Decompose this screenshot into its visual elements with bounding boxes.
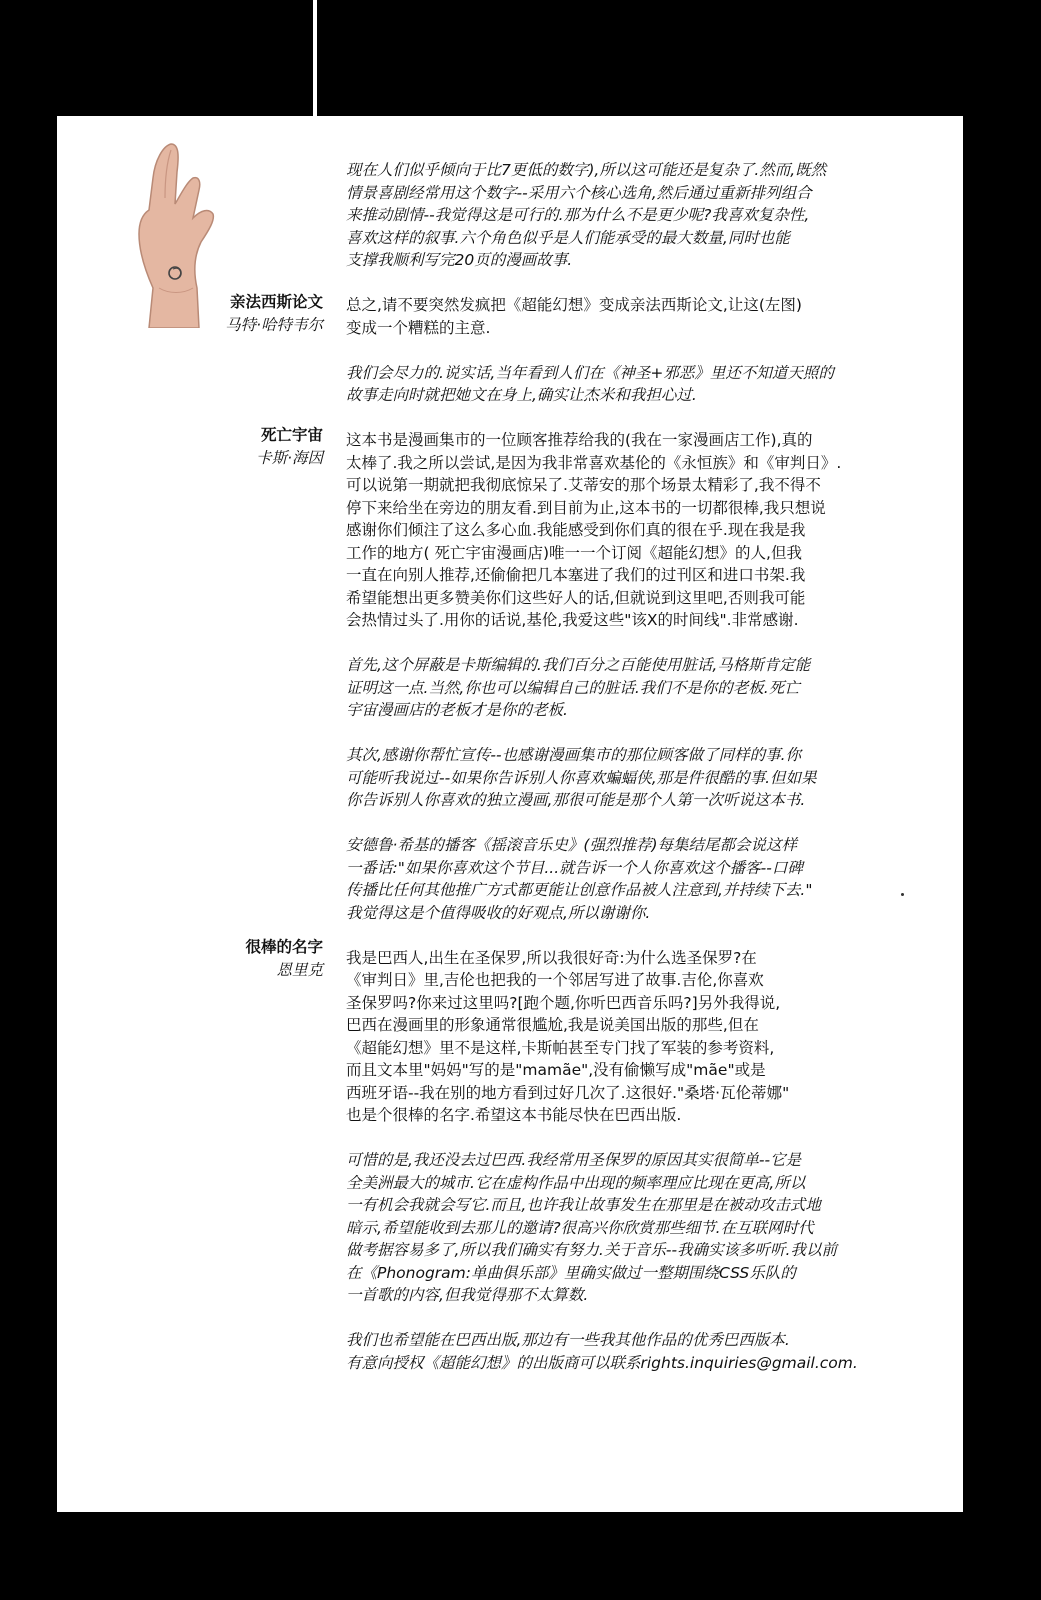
section-label-death-universe xyxy=(256,424,323,470)
reply-paragraph: 我们也希望能在巴西出版,那边有一些我其他作品的优秀巴西版本. 有意向授权《超能幻想》的出版商可以联系rights.inquiries@gmail.com. xyxy=(346,1331,858,1372)
section-author: 马特·哈特韦尔 xyxy=(225,316,323,334)
letters-page xyxy=(57,116,963,1512)
reply-paragraph: 首先,这个屏蔽是卡斯编辑的.我们百分之百能使用脏话,马格斯肯定能 证明这一点.当然,你也可以编辑自己的脏话.我们不是你的老板.死亡 宇宙漫画店的老板才是你的老板. xyxy=(346,656,811,719)
section-title: 死亡宇宙 xyxy=(260,426,323,444)
reply-paragraph: 现在人们似乎倾向于比7更低的数字),所以这可能还是复杂了.然而,既然 情景喜剧经常用这个数字--采用六个核心选角,然后通过重新排列组合 来推动剧情--我觉得这是可行的.那为什么不是更少呢?我喜欢复杂性, 喜欢这样的叙事.六个角色似乎是人们能承受的最大数量,同时也能 支撑我顺利写完20页的漫画故事. xyxy=(346,161,827,269)
letter-paragraph: 这本书是漫画集市的一位顾客推荐给我的(我在一家漫画店工作),真的 太棒了.我之所以尝试,是因为我非常喜欢基伦的《永恒族》和《审判日》. 可以说第一期就把我彻底惊呆了.艾蒂安的那个场景太精彩了,我不得不 停下来给坐在旁边的朋友看.到目前为止,这本书的一切都很棒,我只想说 感谢你们倾注了这么多心血.我能感受到你们真的很在乎.现在我是我 工作的地方( 死亡宇宙漫画店)唯一一个订阅《超能幻想》的人,但我 一直在向别人推荐,还偷偷把几本塞进了我们的过刊区和进口书架.我 希望能想出更多赞美你们这些好人的话,但就说到这里吧,否则我可能 会热情过头了.用你的话说,基伦,我爱这些"该X的时间线".非常感谢. xyxy=(346,431,842,629)
section-title: 亲法西斯论文 xyxy=(229,293,323,311)
section-title: 很棒的名字 xyxy=(245,938,323,956)
letter-paragraph: 总之,请不要突然发疯把《超能幻想》变成亲法西斯论文,让这(左图) 变成一个糟糕的主意. xyxy=(346,296,802,337)
reply-paragraph: 其次,感谢你帮忙宣传--也感谢漫画集市的那位顾客做了同样的事.你 可能听我说过--如果你告诉别人你喜欢蝙蝠侠,那是件很酷的事.但如果 你告诉别人你喜欢的独立漫画,那很可能是那个人第一次听说这本书. xyxy=(346,746,817,809)
section-label-fascist-essay xyxy=(225,291,323,337)
reply-paragraph: 我们会尽力的.说实话,当年看到人们在《神圣+邪恶》里还不知道天照的 故事走向时就把她文在身上,确实让杰米和我担心过. xyxy=(346,363,834,404)
section-author: 恩里克 xyxy=(276,961,323,979)
section-label-great-name xyxy=(245,936,323,982)
section-author: 卡斯·海因 xyxy=(256,449,323,467)
reply-paragraph: 安德鲁·希基的播客《摇滚音乐史》(强烈推荐)每集结尾都会说这样 一番话:"如果你喜欢这个节目...就告诉一个人你喜欢这个播客--口碑 传播比任何其他推广方式都更能让创意作品被人注意到,并持续下去." 我觉得这是个值得吸收的好观点,所以谢谢你. xyxy=(346,836,813,922)
letters-column xyxy=(346,159,946,1374)
tattooed-hand-photo xyxy=(109,138,239,328)
gutter-line xyxy=(313,0,317,116)
reply-paragraph: 可惜的是,我还没去过巴西.我经常用圣保罗的原因其实很简单--它是 全美洲最大的城市.它在虚构作品中出现的频率理应比现在更高,所以 一有机会我就会写它.而且,也许我让故事发生在那里是在被动攻击式地 暗示,希望能收到去那儿的邀请?很高兴你欣赏那些细节.在互联网时代 做考据容易多了,所以我们确实有努力.关于音乐--我确实该多听听.我以前 在《Phonogram:单曲俱乐部》里确实做过一整期围绕CSS乐队的 一首歌的内容,但我觉得那不太算数. xyxy=(346,1151,837,1304)
letter-paragraph: 我是巴西人,出生在圣保罗,所以我很好奇:为什么选圣保罗?在 《审判日》里,吉伦也把我的一个邻居写进了故事.吉伦,你喜欢 圣保罗吗?你来过这里吗?[跑个题,你听巴西音乐吗?]另外我得说, 巴西在漫画里的形象通常很尴尬,我是说美国出版的那些,但在 《超能幻想》里不是这样,卡斯帕甚至专门找了军装的参考资料, 而且文本里"妈妈"写的是"mamãe",没有偷懒写成"mãe"或是 西班牙语--我在别的地方看到过好几次了.这很好."桑塔·瓦伦蒂娜" 也是个很棒的名字.希望这本书能尽快在巴西出版. xyxy=(346,948,790,1124)
print-speck xyxy=(901,893,904,896)
